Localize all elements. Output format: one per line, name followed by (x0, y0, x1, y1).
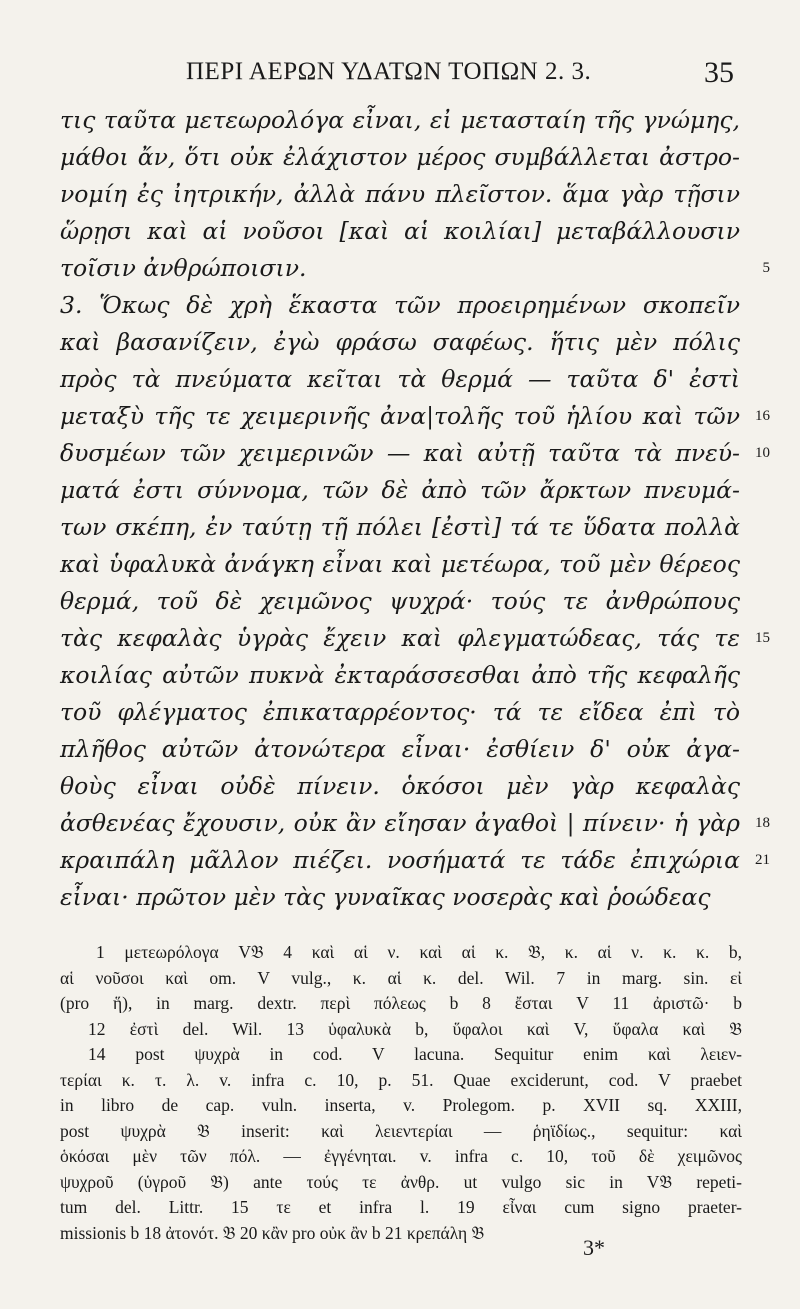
text-line (60, 139, 740, 176)
signature-mark: 3* (583, 1235, 605, 1260)
text-line-content: κραιπάλη μᾶλλον πιέζει. νοσήματά τε τάδε ἐπιχώρια (60, 846, 740, 874)
text-line (60, 324, 740, 361)
apparatus-line: ὁκόσαι μὲν τῶν πόλ. — ἐγγένηται. v. infra c. 10, τοῦ δὲ χειμῶνος (60, 1146, 742, 1166)
text-line-content: μεταξὺ τῆς τε χειμερινῆς ἀνα|τολῆς τοῦ ἡλίου καὶ τῶν (60, 402, 740, 430)
text-line (60, 361, 740, 398)
text-line-content: κοιλίας αὐτῶν πυκνὰ ἐκταράσσεσθαι ἀπὸ τῆς κεφαλῆς (60, 661, 740, 689)
text-line (60, 805, 770, 842)
line-number: 15 (755, 630, 770, 646)
apparatus-line: 1 μετεωρόλογα V𝔅 4 καὶ αἱ ν. καὶ αἱ κ. 𝔅, κ. αἱ ν. κ. κ. b, (96, 942, 742, 962)
apparatus-line: 14 post ψυχρὰ in cod. V lacuna. Sequitur enim καὶ λειεν- (88, 1044, 742, 1064)
apparatus-line: in libro de cap. vuln. inserta, v. Prolegom. p. XVII sq. XXIII, (60, 1095, 742, 1115)
main-text (60, 102, 770, 916)
text-line (60, 731, 740, 768)
text-line-content: εἶναι· πρῶτον μὲν τὰς γυναῖκας νοσερὰς καὶ ῥοώδεας (60, 883, 711, 911)
apparatus-line: αἱ νοῦσοι καὶ om. V vulg., κ. αἱ κ. del. Wil. 7 in marg. sin. εἰ (60, 967, 742, 988)
text-line (60, 509, 740, 546)
text-line (60, 879, 740, 916)
line-number: 18 (755, 815, 770, 831)
apparatus-line: τερίαι κ. τ. λ. v. infra c. 10, p. 51. Quae exciderunt, cod. V praebet (60, 1069, 742, 1090)
text-line-content: μάθοι ἄν, ὅτι οὐκ ἐλάχιστον μέρος συμβάλλεται ἀστρο- (60, 143, 740, 171)
running-title: ΠΕΡΙ ΑΕΡΩΝ ΥΔΑΤΩΝ ΤΟΠΩΝ 2. 3. (186, 58, 592, 85)
text-line (60, 435, 770, 472)
text-line (60, 842, 770, 879)
text-line-content: τὰς κεφαλὰς ὑγρὰς ἔχειν καὶ φλεγματώδεας, τάς τε (60, 624, 740, 652)
text-line (60, 694, 740, 731)
apparatus-line: 12 ἐστὶ del. Wil. 13 ὑφαλυκὰ b, ὕφαλοι καὶ V, ὕφαλα καὶ 𝔅 (88, 1018, 742, 1039)
text-line-content: 3. Ὅκως δὲ χρὴ ἕκαστα τῶν προειρημένων σκοπεῖν (60, 291, 740, 319)
text-line (60, 398, 770, 435)
page-header (86, 52, 746, 92)
text-line-content: των σκέπη, ἐν ταύτῃ τῇ πόλει [ἐστὶ] τά τε ὕδατα πολλὰ (60, 513, 740, 541)
apparatus-line: ψυχροῦ (ὑγροῦ 𝔅) ante τούς τε ἀνθρ. ut vulgo sic in V𝔅 repeti- (60, 1171, 742, 1192)
text-line (60, 213, 740, 250)
text-line-content: καὶ ὑφαλυκὰ ἀνάγκη εἶναι καὶ μετέωρα, τοῦ μὲν θέρεος (60, 550, 740, 578)
text-line (60, 583, 740, 620)
text-line (60, 287, 740, 324)
text-line-content: πλῆθος αὐτῶν ἀτονώτερα εἶναι· ἐσθίειν δ' οὐκ ἀγα- (60, 735, 740, 763)
text-line-content: πρὸς τὰ πνεύματα κεῖται τὰ θερμά — ταῦτα δ' ἐστὶ (60, 365, 740, 393)
text-line-content: δυσμέων τῶν χειμερινῶν — καὶ αὐτῇ ταῦτα τὰ πνεύ- (60, 439, 740, 467)
apparatus-line: tum del. Littr. 15 τε et infra l. 19 εἶναι cum signo praeter- (60, 1197, 742, 1217)
line-number: 21 (755, 852, 770, 868)
text-line (60, 102, 740, 139)
apparatus-line: post ψυχρὰ 𝔅 inserit: καὶ λειεντερίαι — ῥηϊδίως., sequitur: καὶ (60, 1120, 742, 1141)
critical-apparatus (60, 940, 742, 1246)
text-line (60, 657, 740, 694)
text-line-content: ματά ἐστι σύννομα, τῶν δὲ ἀπὸ τῶν ἄρκτων πνευμά- (60, 476, 740, 504)
text-line (60, 768, 740, 805)
text-line (60, 250, 770, 287)
text-line (60, 620, 770, 657)
text-line-content: τις ταῦτα μετεωρολόγα εἶναι, εἰ μετασταίη τῆς γνώμης, (60, 106, 740, 134)
text-line-content: ἀσθενέας ἔχουσιν, οὐκ ἂν εἴησαν ἀγαθοὶ | πίνειν· ἡ γὰρ (60, 809, 740, 837)
apparatus-line: (pro ἥ), in marg. dextr. περὶ πόλεως b 8 ἔσται V 11 ἀριστῶ· b (60, 993, 742, 1013)
line-number: 10 (755, 445, 770, 461)
page-number: 35 (704, 56, 734, 89)
text-line-content: τοῖσιν ἀνθρώποισιν. (60, 254, 307, 282)
text-line-content: τοῦ φλέγματος ἐπικαταρρέοντος· τά τε εἴδεα ἐπὶ τὸ (60, 698, 740, 726)
text-line (60, 176, 740, 213)
line-number: 16 (755, 408, 770, 424)
text-line-content: νομίη ἐς ἰητρικήν, ἀλλὰ πάνυ πλεῖστον. ἅμα γὰρ τῇσιν (60, 180, 740, 208)
text-line-content: θοὺς εἶναι οὐδὲ πίνειν. ὁκόσοι μὲν γὰρ κεφαλὰς (60, 772, 740, 800)
line-number: 5 (762, 260, 770, 276)
text-line-content: θερμά, τοῦ δὲ χειμῶνος ψυχρά· τούς τε ἀνθρώπους (60, 587, 740, 615)
text-line (60, 472, 740, 509)
text-line-content: ὥρῃσι καὶ αἱ νοῦσοι [καὶ αἱ κοιλίαι] μεταβάλλουσιν (60, 217, 740, 245)
apparatus-line: missionis b 18 ἀτονότ. 𝔅 20 κἂν pro οὐκ ἂν b 21 κρεπάλη 𝔅 (60, 1222, 485, 1243)
text-line-content: καὶ βασανίζειν, ἐγὼ φράσω σαφέως. ἥτις μὲν πόλις (60, 328, 740, 356)
text-line (60, 546, 740, 583)
